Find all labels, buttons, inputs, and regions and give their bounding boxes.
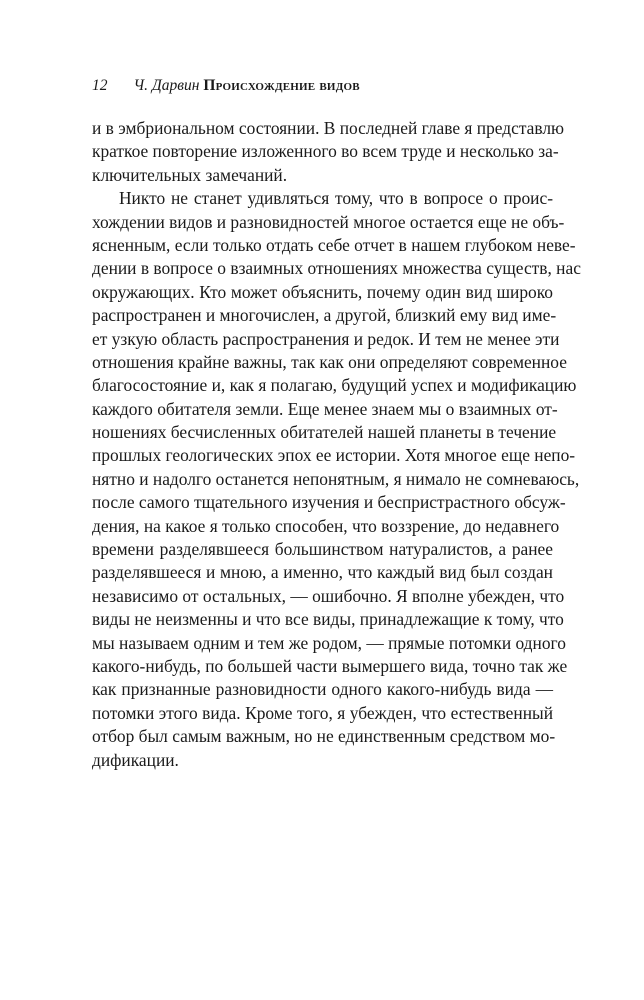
author-name: Ч. Дарвин <box>133 77 200 94</box>
text-line: и в эмбриональном состоянии. В последней главе я представлю <box>92 118 565 138</box>
text-line: ношениях бесчисленных обитателей нашей планеты в течение <box>92 422 557 443</box>
paragraph <box>92 187 581 772</box>
text-line: разделявшееся и мною, а именно, что каждый вид был создан <box>92 562 553 583</box>
text-line: дения, на какое я только способен, что воззрение, до недавнего <box>92 515 560 536</box>
text-line: благосостояние и, как я полагаю, будущий успех и модификацию <box>92 375 577 396</box>
text-line: окружающих. Кто может объяснить, почему один вид широко <box>92 281 553 302</box>
text-line: какого-нибудь, по большей части вымершего вида, точно так же <box>92 655 568 676</box>
text-line: распространен и многочислен, а другой, близкий ему вид име- <box>92 305 557 326</box>
text-line: мы называем одним и тем же родом, — прямые потомки одного <box>92 632 566 653</box>
text-line: независимо от остальных, — ошибочно. Я вполне убежден, что <box>92 585 565 606</box>
text-line: ключительных замечаний. <box>92 164 288 185</box>
text-line: хождении видов и разновидностей многое остается еще не объ- <box>92 211 565 232</box>
text-line: каждого обитателя земли. Еще менее знаем мы о взаимных от- <box>92 398 558 419</box>
text-line: нятно и надолго останется непонятным, я нимало не сомневаюсь, <box>92 468 580 489</box>
text-line: отбор был самым важным, но не единственным средством мо- <box>92 726 556 747</box>
page-number: 12 <box>92 77 108 94</box>
text-line: дификации. <box>92 749 179 770</box>
text-line: Никто не станет удивляться тому, что в вопросе о проис- <box>119 188 553 209</box>
text-line: как признанные разновидности одного какого-нибудь вида — <box>92 679 553 700</box>
text-line: времени разделявшееся большинством натуралистов, а ранее <box>92 539 553 560</box>
text-line: дении в вопросе о взаимных отношениях множества существ, нас <box>92 258 581 279</box>
text-line: ет узкую область распространения и редок. И тем не менее эти <box>92 328 560 349</box>
body-text <box>92 117 581 772</box>
book-title: Происхождение видов <box>203 77 360 94</box>
text-line: прошлых геологических эпох ее истории. Хотя многое еще непо- <box>92 445 576 466</box>
text-line: краткое повторение изложенного во всем труде и несколько за- <box>92 141 559 162</box>
paragraph <box>92 117 565 187</box>
text-line: отношения крайне важны, так как они определяют современное <box>92 351 567 372</box>
running-head <box>92 76 360 96</box>
text-line: потомки этого вида. Кроме того, я убежден, что естественный <box>92 702 553 723</box>
text-line: после самого тщательного изучения и беспристрастного обсуж- <box>92 492 566 513</box>
text-line: ясненным, если только отдать себе отчет в нашем глубоком неве- <box>92 234 576 255</box>
text-line: виды не неизменны и что все виды, принадлежащие к тому, что <box>92 609 564 630</box>
